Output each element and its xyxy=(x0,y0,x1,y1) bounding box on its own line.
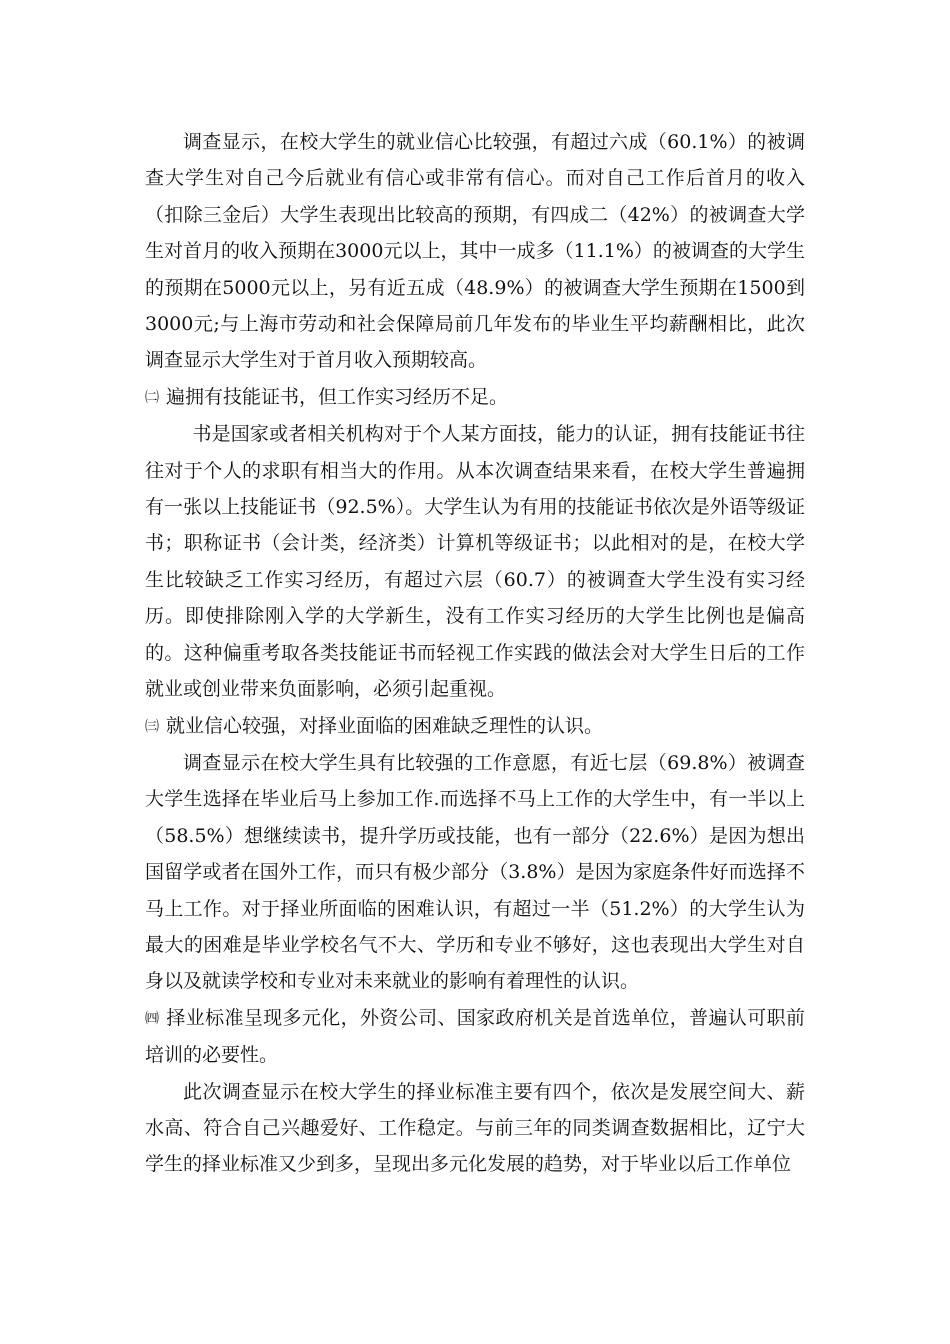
section-heading-text: 择业标准呈现多元化，外资公司、国家政府机关是首选单位，普遍认可职前培训的必要性。 xyxy=(145,1006,805,1067)
paragraph-work-intention: 调查显示在校大学生具有比较强的工作意愿，有近七层（69.8%）被调查大学生选择在毕业后马上参加工作.而选择不马上工作的大学生中，有一半以上（58.5%）想继续读书，提升学历或技能，也有一部分（22.6%）是因为想出国留学或者在国外工作，而只有极少部分（3.8%）是因为家庭条件好而选择不马上工作。对于择业所面临的困难认识，有超过一半（51.2%）的大学生认为最大的困难是毕业学校名气不大、学历和专业不够好，这也表现出大学生对自身以及就读学校和专业对未来就业的影响有着理性的认识。 xyxy=(145,751,805,993)
section-heading-2 xyxy=(145,379,805,416)
section-heading-4 xyxy=(145,1000,805,1074)
section-heading-text: 就业信心较强，对择业面临的困难缺乏理性的认识。 xyxy=(166,714,604,737)
section-heading-text: 遍拥有技能证书，但工作实习经历不足。 xyxy=(166,385,509,408)
paragraph-skill-certificates: 书是国家或者相关机构对于个人某方面技，能力的认证，拥有技能证书往往对于个人的求职有相当大的作用。从本次调查结果来看，在校大学生普遍拥有一张以上技能证书（92.5%）。大学生认为有用的技能证书依次是外语等级证书；职称证书（会计类，经济类）计算机等级证书；以此相对的是，在校大学生比较缺乏工作实习经历，有超过六层（60.7）的被调查大学生没有实习经历。即使排除刚入学的大学新生，没有工作实习经历的大学生比例也是偏高的。这种偏重考取各类技能证书而轻视工作实践的做法会对大学生日后的工作就业或创业带来负面影响，必须引起重视。 xyxy=(145,423,805,701)
paragraph-career-criteria: 此次调查显示在校大学生的择业标准主要有四个，依次是发展空间大、薪水高、符合自己兴趣爱好、工作稳定。与前三年的同类调查数据相比，辽宁大学生的择业标准又少到多，呈现出多元化发展的趋势，对于毕业以后工作单位 xyxy=(145,1080,805,1176)
section-number: ㈣ xyxy=(145,1010,159,1027)
section-heading-3 xyxy=(145,708,805,745)
section-number: ㈢ xyxy=(145,718,159,735)
section-number: ㈡ xyxy=(145,389,159,406)
paragraph-employment-confidence: 调查显示，在校大学生的就业信心比较强，有超过六成（60.1%）的被调查大学生对自己今后就业有信心或非常有信心。而对自己工作后首月的收入（扣除三金后）大学生表现出比较高的预期，有四成二（42%）的被调查大学生对首月的收入预期在3000元以上，其中一成多（11.1%）的被调查的大学生的预期在5000元以上，另有近五成（48.9%）的被调查大学生预期在1500到3000元;与上海市劳动和社会保障局前几年发布的毕业生平均薪酬相比，此次调查显示大学生对于首月收入预期较高。 xyxy=(145,131,805,372)
